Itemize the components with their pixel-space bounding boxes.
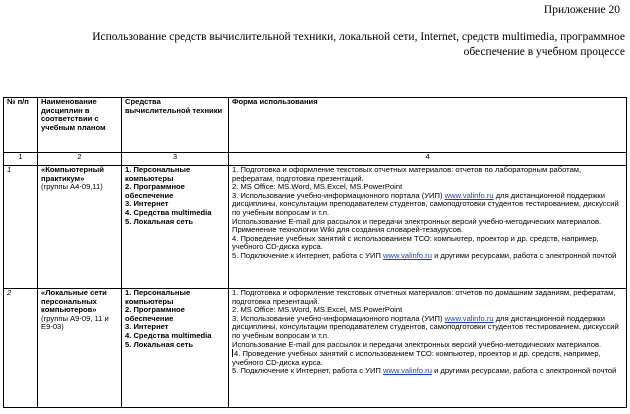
- tool-item: 1. Персональные компьютеры: [125, 288, 191, 306]
- portal-link[interactable]: www.valinfo.ru: [444, 190, 494, 200]
- tool-item: 1. Персональные компьютеры: [125, 165, 191, 183]
- tools-cell: [122, 166, 229, 289]
- text-cursor-icon: [232, 349, 233, 357]
- tool-item: 4. Средства multimedia: [125, 330, 212, 340]
- column-index: 3: [122, 153, 229, 166]
- usage-line: Использование E-mail для рассылок и передачи электронных версий учебно-методических материалов.: [232, 216, 602, 226]
- usage-form-cell: [229, 166, 627, 289]
- usage-line: 2. MS Office: MS.Word, MS.Excel, MS.PowerPoint: [232, 182, 403, 192]
- discipline-name: «Локальные сети персональных компьютеров»: [41, 288, 107, 315]
- row-number: 1: [4, 166, 38, 289]
- usage-line: 4. Проведение учебных занятий с использованием ТСО: компьютер, проектор и др. средств, например, учебного CD-диска курса.: [232, 349, 601, 367]
- usage-line: 5. Подключение к Интернет, работа с УИП www.valinfo.ru и другими ресурсами, работа с электронной почтой: [232, 250, 617, 260]
- discipline-groups: (группы А9-09, 11 и Е9-03): [41, 313, 109, 332]
- usage-line: 2. MS Office: MS.Word, MS.Excel, MS.PowerPoint: [232, 305, 403, 315]
- header-number: № п/п: [4, 98, 38, 153]
- document-heading: Использование средств вычислительной техники, локальной сети, Internet, средств multimedia, программное обеспечение в учебном процессе: [92, 31, 625, 58]
- table-row: [4, 166, 627, 289]
- appendix-label: Приложение 20: [543, 4, 620, 16]
- usage-line: 1. Подготовка и оформление текстовых отчетных материалов: отчетов по лабораторным работам, рефератам, подготовка презентаций.: [232, 165, 582, 183]
- tool-item: 3. Интернет: [125, 322, 169, 332]
- header-discipline: Наименование дисциплин в соответствии с учебным планом: [38, 98, 122, 153]
- table-header-row: [4, 98, 627, 153]
- portal-link[interactable]: www.valinfo.ru: [444, 313, 494, 323]
- portal-link[interactable]: www.valinfo.ru: [382, 250, 432, 260]
- usage-line: Использование E-mail для рассылок и передачи электронных версий учебно-методических материалов.: [232, 339, 602, 349]
- discipline-cell: [38, 289, 122, 408]
- tool-item: 4. Средства multimedia: [125, 207, 212, 217]
- usage-line: Применение технологии Wiki для создания словарей-тезаурусов.: [232, 225, 464, 235]
- usage-form-cell: [229, 289, 627, 408]
- usage-line: 3. Использование учебно-информационного портала (УИП) www.valinfo.ru для дистанционной поддержки дисциплины, консультации преподавателем студентов, самоподготовки студентов тестированием, дискуссий по учебным вопросам и т.п.: [232, 313, 619, 340]
- column-index: 4: [229, 153, 627, 166]
- header-usage-form: Форма использования: [229, 98, 627, 153]
- tool-item: 5. Локальная сеть: [125, 339, 194, 349]
- usage-line: 4. Проведение учебных занятий с использованием ТСО: компьютер, проектор и др. средств, например, учебного CD-диска курса.: [232, 233, 599, 252]
- column-index: 1: [4, 153, 38, 166]
- tool-item: 2. Программное обеспечение: [125, 305, 185, 323]
- usage-table: [3, 97, 627, 408]
- row-number: 2: [4, 289, 38, 408]
- discipline-cell: [38, 166, 122, 289]
- column-index: 2: [38, 153, 122, 166]
- usage-line: 5. Подключение к Интернет, работа с УИП www.valinfo.ru и другими ресурсами, работа с электронной почтой: [232, 366, 617, 376]
- tool-item: 2. Программное обеспечение: [125, 182, 185, 200]
- column-index-row: [4, 153, 627, 166]
- portal-link[interactable]: www.valinfo.ru: [382, 366, 432, 376]
- discipline-groups: (группы А4-09,11): [41, 182, 103, 192]
- table-row: [4, 289, 627, 408]
- tool-item: 3. Интернет: [125, 199, 169, 209]
- usage-line: 3. Использование учебно-информационного портала (УИП) www.valinfo.ru для дистанционной поддержки дисциплины, консультации преподавателем студентов, самоподготовки студентов тестированием, дискуссий по учебным вопросам и т.п.: [232, 190, 619, 217]
- tool-item: 5. Локальная сеть: [125, 216, 194, 226]
- discipline-name: «Компьютерный практикум»: [41, 165, 104, 183]
- tools-cell: [122, 289, 229, 408]
- usage-line: 1. Подготовка и оформление текстовых отчетных материалов: отчетов по домашним заданиям, рефератам, подготовка презентаций.: [232, 288, 616, 306]
- header-tools: Средства вычислительной техники: [122, 98, 229, 153]
